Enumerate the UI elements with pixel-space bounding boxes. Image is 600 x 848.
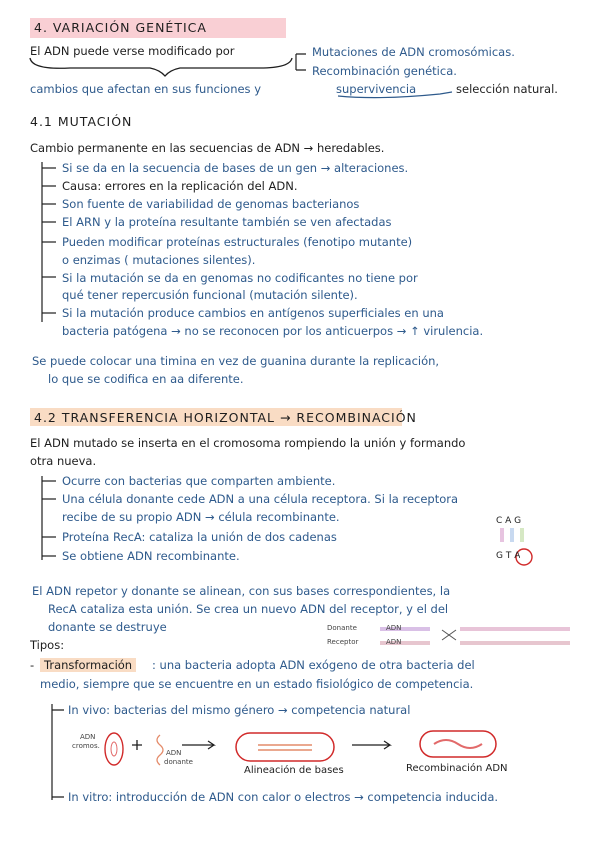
mutation-note-1: Se puede colocar una timina en vez de guanina durante la replicación, — [32, 354, 440, 368]
in-vivo-text: In vivo: bacterias del mismo género → competencia natural — [68, 703, 411, 717]
mutation-bullet-arrows — [42, 168, 56, 313]
mutation-definition: Cambio permanente en las secuencias de ADN → heredables. — [30, 141, 385, 155]
consequence-text: cambios que afectan en sus funciones y — [30, 82, 262, 96]
donor-adn-label: ADN — [386, 624, 402, 632]
types-label: Tipos: — [30, 638, 65, 652]
donor-label: Donante — [327, 624, 357, 632]
mutation-note-2: lo que se codifica en aa diferente. — [48, 372, 244, 386]
diagram-adn-donante-1: ADN — [166, 749, 182, 757]
section-title: 4. VARIACIÓN GENÉTICA — [34, 20, 207, 35]
intro-brace — [30, 58, 292, 76]
mutation-bullet-2: Causa: errores en la replicación del ADN. — [62, 179, 298, 193]
recomb-bullet-5: Se obtiene ADN recombinante. — [62, 549, 240, 563]
mutation-bullet-1: Si se da en la secuencia de bases de un gen → alteraciones. — [62, 161, 409, 175]
mutation-bullet-4: El ARN y la proteína resultante también se ven afectadas — [62, 215, 392, 229]
recomb-note-3: donante se destruye — [48, 620, 167, 634]
receptor-label: Receptor — [327, 638, 359, 646]
transformation-term: Transformación — [40, 658, 136, 672]
diagram-recomb-label: Recombinación ADN — [406, 763, 508, 774]
receptor-adn-label: ADN — [386, 638, 402, 646]
recomb-intro-2: otra nueva. — [30, 454, 97, 468]
selection-text: selección natural. — [456, 82, 558, 96]
recomb-bullet-4: Proteína RecA: cataliza la unión de dos cadenas — [62, 530, 337, 544]
option-mutations: Mutaciones de ADN cromosómicas. — [312, 45, 515, 59]
donor-receptor-strands — [380, 627, 570, 645]
diagram-cromos-label: cromos. — [72, 742, 100, 750]
fork-arrow — [296, 54, 306, 70]
mutation-bullet-3: Son fuente de variabilidad de genomas bacterianos — [62, 197, 360, 211]
mutation-bullet-8: qué tener repercusión funcional (mutación silente). — [62, 288, 358, 302]
section41-title: 4.1 MUTACIÓN — [30, 114, 133, 129]
diagram-align-label: Alineación de bases — [244, 765, 344, 776]
intro-text: El ADN puede verse modificado por — [30, 44, 235, 58]
types-arrows — [52, 710, 64, 797]
mutation-bullet-6: o enzimas ( mutaciones silentes). — [62, 253, 256, 267]
recomb-note-1: El ADN repetor y donante se alinean, con sus bases correspondientes, la — [32, 584, 451, 598]
base-top-label: C A G — [496, 516, 522, 526]
survival-term: supervivencia — [336, 82, 417, 96]
diagram-adn-label: ADN — [80, 733, 96, 741]
diagram-adn-donante-2: donante — [164, 758, 193, 766]
recomb-bullet-1: Ocurre con bacterias que comparten ambiente. — [62, 474, 336, 488]
mutation-bullet-9: Si la mutación produce cambios en antígenos superficiales en una — [62, 306, 444, 320]
recomb-bullet-2: Una célula donante cede ADN a una célula receptora. Si la receptora — [62, 492, 459, 506]
recomb-intro-1: El ADN mutado se inserta en el cromosoma rompiendo la unión y formando — [30, 436, 466, 450]
mutation-bullet-10: bacteria patógena → no se reconocen por los anticuerpos → ↑ virulencia. — [62, 324, 484, 338]
recomb-note-2: RecA cataliza esta unión. Se crea un nuevo ADN del receptor, y el del — [48, 602, 449, 616]
mutation-bullet-7: Si la mutación se da en genomas no codificantes no tiene por — [62, 271, 418, 285]
recomb-bullet-arrows — [42, 481, 56, 556]
transformation-text-2: medio, siempre que se encuentre en un estado fisiológico de competencia. — [40, 677, 474, 691]
mutation-bullet-5: Pueden modificar proteínas estructurales (fenotipo mutante) — [62, 235, 413, 249]
transformation-dash: - — [30, 658, 35, 672]
option-recombination: Recombinación genética. — [312, 64, 457, 78]
recomb-bullet-3: recibe de su propio ADN → célula recombinante. — [62, 510, 340, 524]
section42-title: 4.2 TRANSFERENCIA HORIZONTAL → RECOMBINACIÓN — [34, 410, 417, 425]
transformation-text: : una bacteria adopta ADN exógeno de otra bacteria del — [152, 658, 475, 672]
in-vitro-text: In vitro: introducción de ADN con calor o electros → competencia inducida. — [68, 790, 499, 804]
base-bottom-label: G T A — [496, 551, 521, 561]
